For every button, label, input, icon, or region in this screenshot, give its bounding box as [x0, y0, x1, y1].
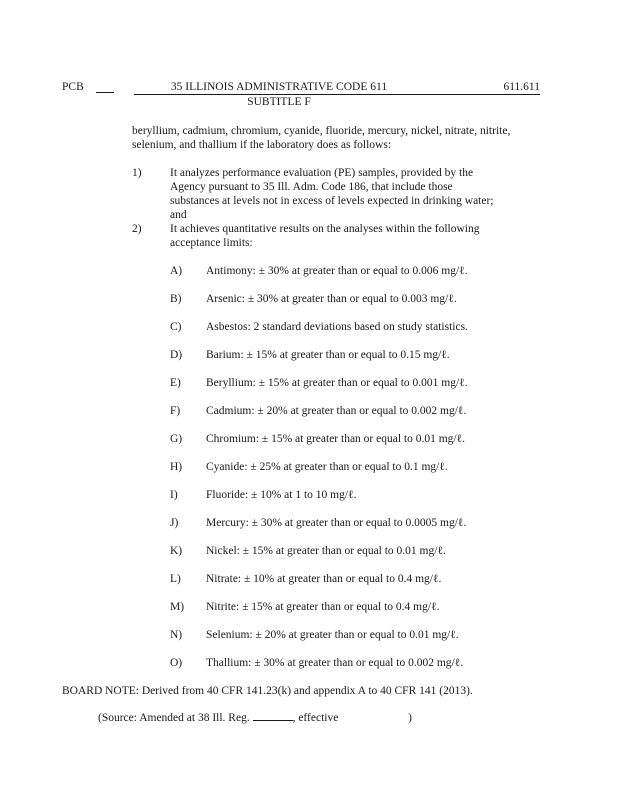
limit-letter: E)	[170, 377, 181, 389]
intro-paragraph: beryllium, cadmium, chromium, cyanide, fluoride, mercury, nickel, nitrate, nitrite, selenium, and thallium if the laboratory does as follows:	[132, 125, 511, 151]
limit-letter: B)	[170, 293, 182, 305]
item-number: 2)	[132, 223, 142, 235]
item-number: 1)	[132, 167, 142, 179]
limit-letter: F)	[170, 405, 181, 417]
limit-text: Selenium: ± 20% at greater than or equal to 0.01 mg/ℓ.	[206, 629, 459, 641]
limit-text: Fluoride: ± 10% at 1 to 10 mg/ℓ.	[206, 489, 357, 501]
limit-letter: A)	[170, 265, 183, 277]
item-text: It analyzes performance evaluation (PE) samples, provided by the Agency pursuant to 35 Ill. Adm. Code 186, that include those substances at levels not in excess of levels expected in drinking water; and	[170, 167, 494, 221]
section-number: 611.611	[420, 80, 540, 95]
limit-text: Nitrate: ± 10% at greater than or equal to 0.4 mg/ℓ.	[206, 573, 442, 585]
limit-letter: K)	[170, 545, 183, 557]
code-title	[134, 80, 424, 109]
limit-text: Cyanide: ± 25% at greater than or equal to 0.1 mg/ℓ.	[206, 461, 448, 473]
limit-text: Antimony: ± 30% at greater than or equal to 0.006 mg/ℓ.	[206, 265, 468, 277]
limit-text: Asbestos: 2 standard deviations based on study statistics.	[206, 321, 468, 333]
limit-letter: N)	[170, 629, 183, 641]
limit-text: Thallium: ± 30% at greater than or equal to 0.002 mg/ℓ.	[206, 657, 464, 669]
board-note: BOARD NOTE: Derived from 40 CFR 141.23(k) and appendix A to 40 CFR 141 (2013).	[62, 685, 473, 697]
limit-letter: G)	[170, 433, 183, 445]
limit-letter: O)	[170, 657, 183, 669]
limit-letter: I)	[170, 489, 178, 501]
header-blank-line	[96, 80, 114, 93]
limit-text: Barium: ± 15% at greater than or equal to 0.15 mg/ℓ.	[206, 349, 450, 361]
limit-text: Nitrite: ± 15% at greater than or equal to 0.4 mg/ℓ.	[206, 601, 440, 613]
source-blank-date	[341, 711, 405, 721]
limit-letter: M)	[170, 601, 185, 613]
limit-text: Cadmium: ± 20% at greater than or equal to 0.002 mg/ℓ.	[206, 405, 467, 417]
limit-text: Beryllium: ± 15% at greater than or equal to 0.001 mg/ℓ.	[206, 377, 468, 389]
code-title-line1: 35 ILLINOIS ADMINISTRATIVE CODE 611	[134, 80, 424, 95]
limit-letter: C)	[170, 321, 182, 333]
limit-text: Arsenic: ± 30% at greater than or equal to 0.003 mg/ℓ.	[206, 293, 457, 305]
board-label: PCB	[62, 81, 84, 93]
code-title-line2: SUBTITLE F	[247, 96, 311, 108]
source-line	[98, 710, 498, 725]
limit-text: Chromium: ± 15% at greater than or equal to 0.01 mg/ℓ.	[206, 433, 466, 445]
limit-letter: H)	[170, 461, 183, 473]
source-prefix: (Source: Amended at 38 Ill. Reg.	[98, 712, 250, 724]
limit-text: Mercury: ± 30% at greater than or equal to 0.0005 mg/ℓ.	[206, 517, 467, 529]
limit-text: Nickel: ± 15% at greater than or equal to 0.01 mg/ℓ.	[206, 545, 446, 557]
source-blank-reg	[253, 710, 293, 721]
limit-letter: L)	[170, 573, 181, 585]
limit-letter: J)	[170, 517, 179, 529]
limit-letter: D)	[170, 349, 183, 361]
page-header	[62, 80, 540, 110]
item-text: It achieves quantitative results on the analyses within the following acceptance limits:	[170, 223, 480, 249]
source-mid: , effective	[292, 712, 339, 724]
source-suffix: )	[408, 712, 412, 724]
